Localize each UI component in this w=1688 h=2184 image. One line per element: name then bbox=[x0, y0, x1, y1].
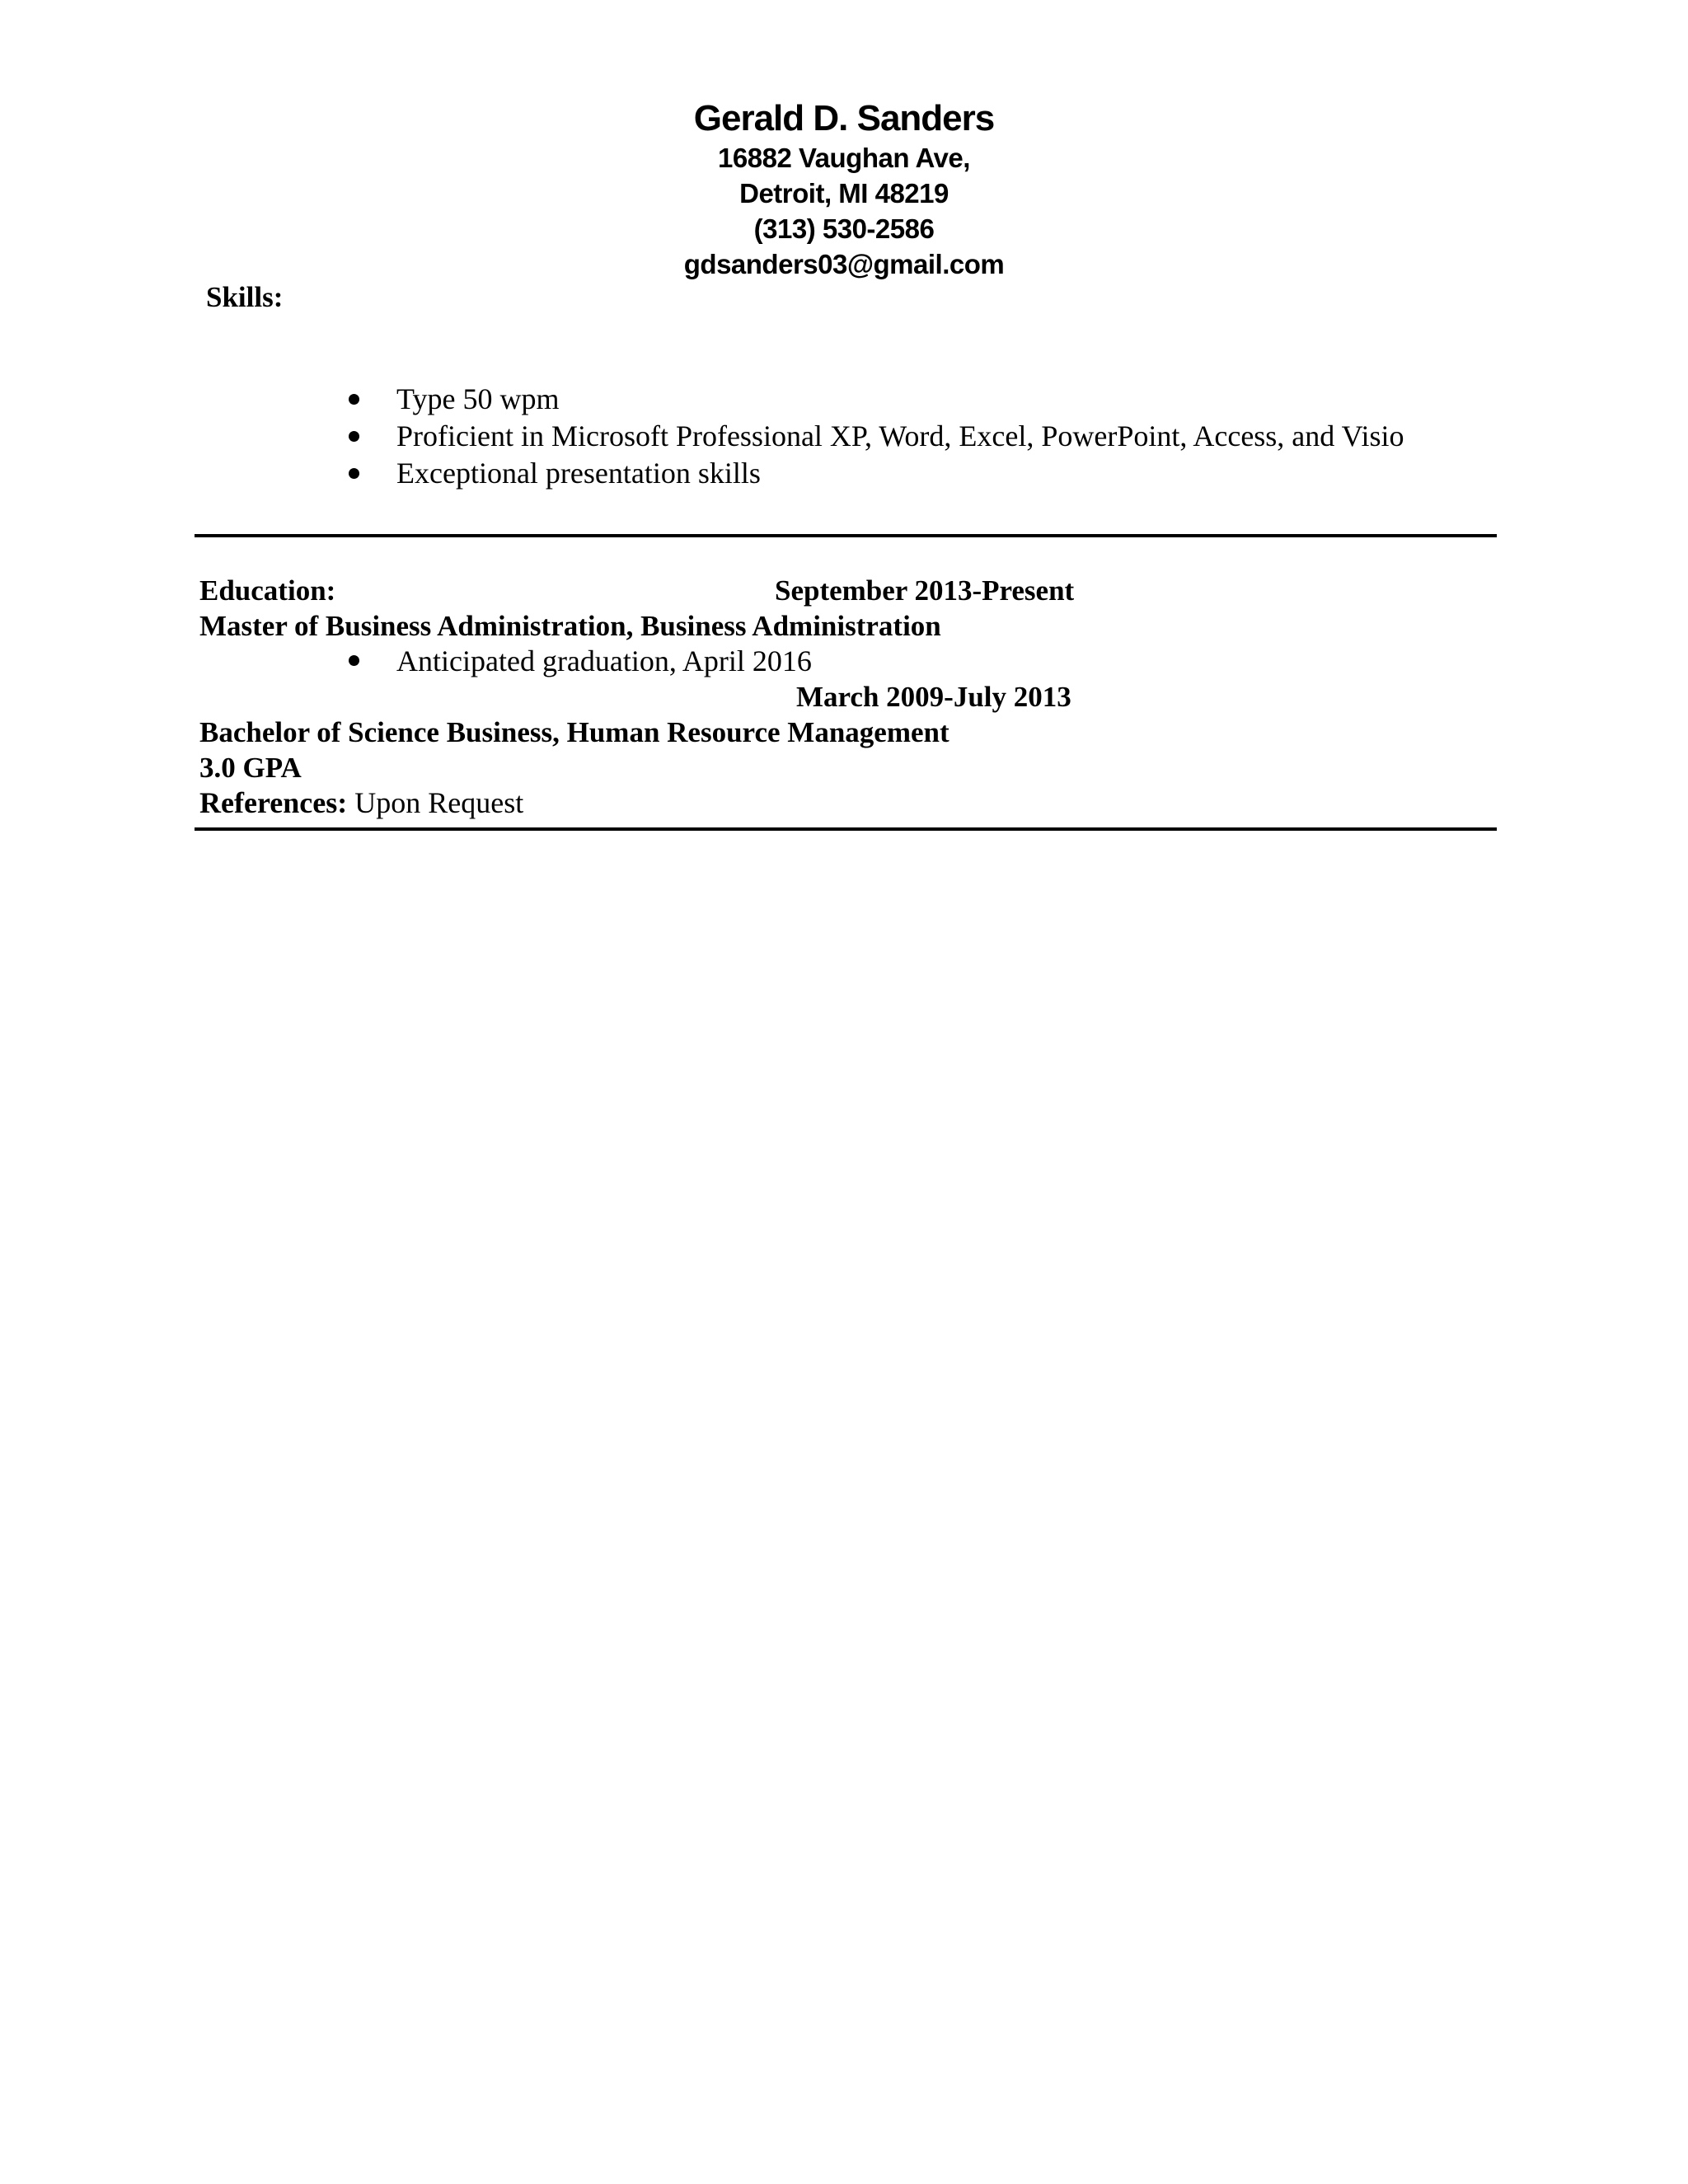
bullet-icon bbox=[349, 468, 359, 479]
list-item bbox=[0, 381, 1688, 418]
skill-text: Exceptional presentation skills bbox=[396, 457, 761, 490]
section-divider bbox=[195, 827, 1497, 831]
list-item bbox=[0, 455, 1688, 492]
address-street: 16882 Vaughan Ave, bbox=[718, 143, 970, 173]
skill-text: Proficient in Microsoft Professional XP, Word, Excel, PowerPoint, Access, and Visio bbox=[396, 419, 1404, 452]
phone-number: (313) 530-2586 bbox=[753, 213, 935, 244]
bullet-icon bbox=[349, 394, 359, 405]
email-address: gdsanders03@gmail.com bbox=[683, 249, 1005, 279]
resume-header bbox=[0, 97, 1688, 282]
gpa-value: 3.0 GPA bbox=[199, 752, 302, 784]
education-dates: September 2013-Present bbox=[775, 574, 1075, 607]
references-line bbox=[199, 785, 523, 820]
address-city: Detroit, MI 48219 bbox=[739, 178, 949, 209]
list-item bbox=[0, 418, 1688, 455]
skills-list bbox=[0, 381, 1688, 492]
list-item bbox=[0, 644, 1688, 678]
candidate-name: Gerald D. Sanders bbox=[693, 98, 995, 138]
education-heading: Education: bbox=[199, 574, 336, 607]
education-note: Anticipated graduation, April 2016 bbox=[396, 644, 812, 677]
degree-title: Bachelor of Science Business, Human Resource Management bbox=[199, 716, 950, 748]
references-value: Upon Request bbox=[347, 786, 524, 819]
skills-heading: Skills: bbox=[206, 281, 284, 313]
degree-title: Master of Business Administration, Business Administration bbox=[199, 610, 941, 642]
bullet-icon bbox=[349, 655, 359, 666]
bullet-icon bbox=[349, 431, 359, 442]
skill-text: Type 50 wpm bbox=[396, 382, 560, 415]
section-divider bbox=[195, 534, 1497, 537]
education-dates: March 2009-July 2013 bbox=[796, 681, 1071, 713]
references-label: References: bbox=[199, 786, 348, 819]
